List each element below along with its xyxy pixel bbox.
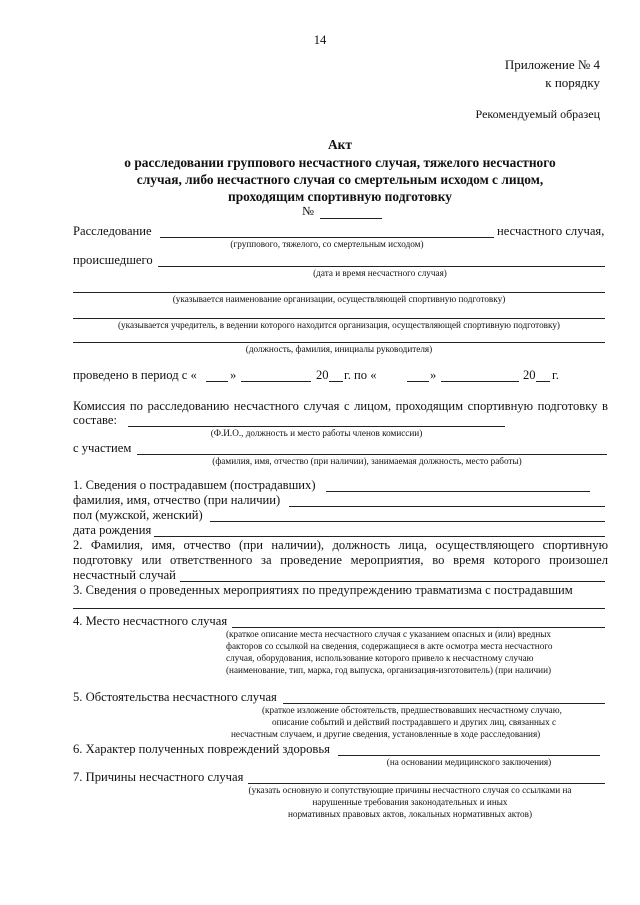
investigation-suffix: несчастного случая,	[497, 224, 605, 238]
period-from-year-prefix: 20	[316, 368, 329, 382]
section6-title: 6. Характер полученных повреждений здоровья	[73, 742, 330, 756]
act-title-line3: проходящим спортивную подготовку	[228, 189, 452, 204]
section5-caption1: (краткое изложение обстоятельств, предшествовавших несчастному случаю,	[262, 705, 562, 715]
section4-place-field[interactable]	[232, 627, 605, 628]
section2-person-field[interactable]	[180, 581, 605, 582]
act-number-label: №	[302, 204, 315, 218]
section6-injuries-field[interactable]	[338, 755, 600, 756]
period-to-month-field[interactable]	[441, 381, 519, 382]
participation-field[interactable]	[137, 454, 607, 455]
investigation-type-field[interactable]	[160, 237, 494, 238]
act-title-word: Акт	[328, 137, 352, 152]
organization-field[interactable]	[73, 292, 605, 293]
section4-caption3: случая, оборудования, использование которого привело к несчастному случаю	[226, 653, 534, 663]
section3-field[interactable]	[73, 608, 605, 609]
commission-line1: Комиссия по расследованию несчастного случая с лицом, проходящим спортивную подготовку в	[73, 399, 608, 413]
section2-line2: подготовку или ответственного за проведение мероприятия, во время которого произошел	[73, 553, 608, 567]
commission-members-field[interactable]	[128, 426, 505, 427]
period-to-quote-close: »	[430, 368, 437, 382]
act-title-line2: случая, либо несчастного случая со смертельным исходом с лицом,	[136, 172, 544, 187]
section1-birth-label: дата рождения	[73, 523, 152, 537]
participation-caption: (фамилия, имя, отчество (при наличии), занимаемая должность, место работы)	[212, 456, 522, 466]
section1-sex-label: пол (мужской, женский)	[73, 508, 203, 522]
head-field[interactable]	[73, 342, 605, 343]
founder-caption: (указывается учредитель, в ведении которого находится организация, осуществляющей спортивную подготовку)	[118, 320, 560, 330]
investigation-caption: (группового, тяжелого, со смертельным исходом)	[230, 239, 424, 249]
page-number: 14	[313, 33, 327, 47]
organization-caption: (указывается наименование организации, осуществляющей спортивную подготовку)	[172, 294, 506, 304]
period-from-year-suffix: г. по «	[344, 368, 377, 382]
founder-field[interactable]	[73, 318, 605, 319]
section5-caption2: описание событий и действий пострадавшего и других лиц, связанных с	[272, 717, 557, 727]
investigation-label: Расследование	[73, 224, 152, 238]
occurred-datetime-field[interactable]	[158, 266, 605, 267]
period-to-year-field[interactable]	[536, 381, 550, 382]
head-caption: (должность, фамилия, инициалы руководителя)	[245, 344, 433, 354]
section1-sex-field[interactable]	[210, 521, 605, 522]
section3-title: 3. Сведения о проведенных мероприятиях по предупреждению травматизма с пострадавшим	[73, 583, 573, 597]
period-from-year-field[interactable]	[329, 381, 343, 382]
appendix-order: к порядку	[545, 75, 600, 90]
occurred-label: происшедшего	[73, 253, 153, 267]
period-to-year-prefix: 20	[523, 368, 536, 382]
section7-title: 7. Причины несчастного случая	[73, 770, 244, 784]
section2-line1: 2. Фамилия, имя, отчество (при наличии), должность лица, осуществляющего спортивную	[73, 538, 608, 552]
section1-name-field[interactable]	[289, 506, 605, 507]
section7-caption2: нарушенные требования законодательных и иных	[312, 797, 508, 807]
recommended-sample: Рекомендуемый образец	[475, 107, 600, 121]
period-to-year-suffix: г.	[552, 368, 559, 382]
period-from-quote-close: »	[230, 368, 237, 382]
section5-title: 5. Обстоятельства несчастного случая	[73, 690, 277, 704]
section6-caption: (на основании медицинского заключения)	[386, 757, 552, 767]
period-prefix: проведено в период с «	[73, 368, 197, 382]
period-from-month-field[interactable]	[241, 381, 311, 382]
participation-label: с участием	[73, 441, 132, 455]
period-to-day-field[interactable]	[407, 381, 429, 382]
section1-title: 1. Сведения о пострадавшем (пострадавших)	[73, 478, 316, 492]
section4-caption4: (наименование, тип, марка, год выпуска, организация-изготовитель) (при наличии)	[226, 665, 552, 675]
section1-name-label: фамилия, имя, отчество (при наличии)	[73, 493, 281, 507]
period-from-day-field[interactable]	[206, 381, 228, 382]
act-title-line1: о расследовании группового несчастного случая, тяжелого несчастного	[124, 155, 556, 170]
section7-caption3: нормативных правовых актов, локальных нормативных актов)	[287, 809, 533, 819]
commission-caption: (Ф.И.О., должность и место работы членов комиссии)	[210, 428, 423, 438]
section7-caption1: (указать основную и сопутствующие причины несчастного случая со ссылками на	[248, 785, 572, 795]
commission-line2: составе:	[73, 413, 117, 427]
section5-caption3: несчастным случаем, и другие сведения, установленные в ходе расследования)	[231, 729, 541, 739]
section7-causes-field[interactable]	[248, 783, 605, 784]
section1-birth-field[interactable]	[154, 536, 605, 537]
section4-title: 4. Место несчастного случая	[73, 614, 228, 628]
section1-victim-field[interactable]	[326, 491, 590, 492]
section2-line3: несчастный случай	[73, 568, 176, 582]
section4-caption1: (краткое описание места несчастного случая с указанием опасных и (или) вредных	[226, 629, 552, 639]
section5-circumstances-field[interactable]	[283, 703, 605, 704]
section4-caption2: факторов со ссылкой на сведения, содержащиеся в акте осмотра места несчастного	[226, 641, 553, 651]
appendix-number: Приложение № 4	[504, 57, 600, 72]
occurred-caption: (дата и время несчастного случая)	[313, 268, 447, 278]
act-number-field[interactable]	[320, 218, 382, 219]
